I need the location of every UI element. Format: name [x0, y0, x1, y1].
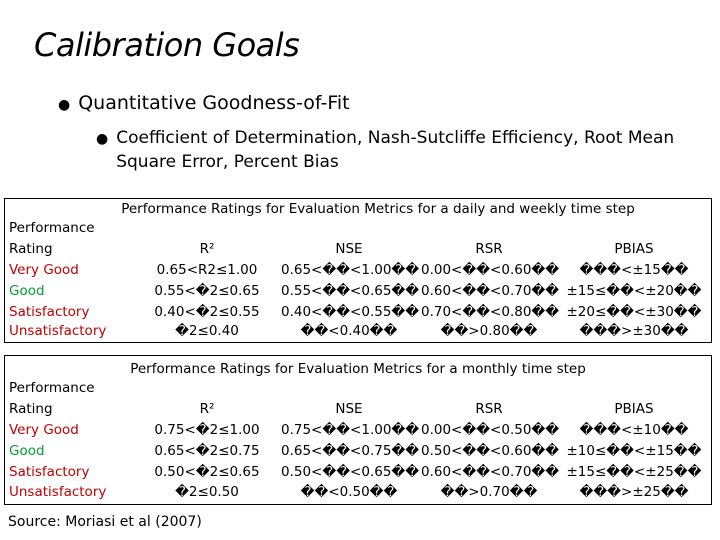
nse-value: ��<0.50�� [300, 484, 398, 500]
pbias-value: ���<±15�� [579, 262, 689, 278]
nse-value: 0.65<��<1.00�� [281, 262, 420, 278]
header-r2: R² [199, 401, 215, 417]
slide-title: Calibration Goals [34, 26, 300, 64]
rsr-value: 0.70<��<0.80�� [421, 304, 560, 320]
rating-label: Unsatisfactory [9, 323, 107, 339]
r2-value: �2≤0.40 [175, 323, 239, 339]
table-row [5, 464, 711, 485]
table-row [5, 422, 711, 443]
r2-value: �2≤0.50 [175, 484, 239, 500]
rating-label: Satisfactory [9, 304, 90, 320]
header-rsr: RSR [475, 241, 503, 257]
header-rsr: RSR [475, 401, 503, 417]
r2-value: 0.65<R2≤1.00 [156, 262, 258, 278]
bullet-goodness-of-fit [58, 92, 350, 114]
r2-value: 0.75<�2≤1.00 [154, 422, 260, 438]
source-citation: Source: Moriasi et al (2007) [8, 514, 202, 530]
bullet-dot-icon: ● [96, 131, 109, 147]
rsr-value: 0.00<��<0.50�� [421, 422, 560, 438]
r2-value: 0.50<�2≤0.65 [154, 464, 260, 480]
header-r2: R² [199, 241, 215, 257]
rating-label: Good [9, 283, 45, 299]
bullet-dot-icon: ● [58, 97, 71, 113]
table-header-row [5, 401, 711, 422]
pbias-value: ���<±10�� [579, 422, 689, 438]
table-row [5, 283, 711, 304]
rating-label: Very Good [9, 262, 79, 278]
r2-value: 0.40<�2≤0.55 [154, 304, 260, 320]
rsr-value: ��>0.70�� [440, 484, 538, 500]
nse-value: 0.40<��<0.55�� [281, 304, 420, 320]
pbias-value: ±20≤��<±30�� [566, 304, 702, 320]
r2-value: 0.55<�2≤0.65 [154, 283, 260, 299]
rsr-value: 0.60<��<0.70�� [421, 283, 560, 299]
rsr-value: 0.60<��<0.70�� [421, 464, 560, 480]
table-title: Performance Ratings for Evaluation Metrics for a daily and weekly time step [121, 201, 635, 217]
pbias-value: ���>±25�� [579, 484, 689, 500]
header-nse: NSE [335, 401, 363, 417]
table-row [5, 262, 711, 283]
nse-value: 0.65<��<0.75�� [281, 443, 420, 459]
bullet-metrics [96, 126, 696, 174]
rating-label: Unsatisfactory [9, 484, 107, 500]
pbias-value: ±15≤��<±25�� [566, 464, 702, 480]
rsr-value: ��>0.80�� [440, 323, 538, 339]
header-rating: Rating [9, 241, 53, 257]
nse-value: 0.50<��<0.65�� [281, 464, 420, 480]
rating-label: Good [9, 443, 45, 459]
pbias-value: ±10≤��<±15�� [566, 443, 702, 459]
nse-value: 0.55<��<0.65�� [281, 283, 420, 299]
bullet-text: Quantitative Goodness-of-Fit [78, 92, 350, 114]
header-nse: NSE [335, 241, 363, 257]
rating-label: Satisfactory [9, 464, 90, 480]
table-row [5, 484, 711, 505]
nse-value: ��<0.40�� [300, 323, 398, 339]
table-header-row [5, 220, 711, 241]
rating-label: Very Good [9, 422, 79, 438]
table-row [5, 323, 711, 344]
table-title: Performance Ratings for Evaluation Metrics for a monthly time step [130, 361, 586, 377]
table-row [5, 443, 711, 464]
rsr-value: 0.50<��<0.60�� [421, 443, 560, 459]
header-pbias: PBIAS [614, 401, 654, 417]
rsr-value: 0.00<��<0.60�� [421, 262, 560, 278]
header-performance: Performance [9, 380, 95, 396]
pbias-value: ±15≤��<±20�� [566, 283, 702, 299]
header-performance: Performance [9, 220, 95, 236]
nse-value: 0.75<��<1.00�� [281, 422, 420, 438]
table-header-row [5, 241, 711, 262]
table-row [5, 304, 711, 325]
pbias-value: ���>±30�� [579, 323, 689, 339]
table-header-row [5, 380, 711, 401]
bullet-text: Coefficient of Determination, Nash-Sutcliffe Efficiency, Root Mean Square Error, Percent Bias [116, 128, 675, 172]
ratings-table-daily-weekly [4, 198, 712, 343]
ratings-table-monthly [4, 355, 712, 505]
header-rating: Rating [9, 401, 53, 417]
r2-value: 0.65<�2≤0.75 [154, 443, 260, 459]
header-pbias: PBIAS [614, 241, 654, 257]
